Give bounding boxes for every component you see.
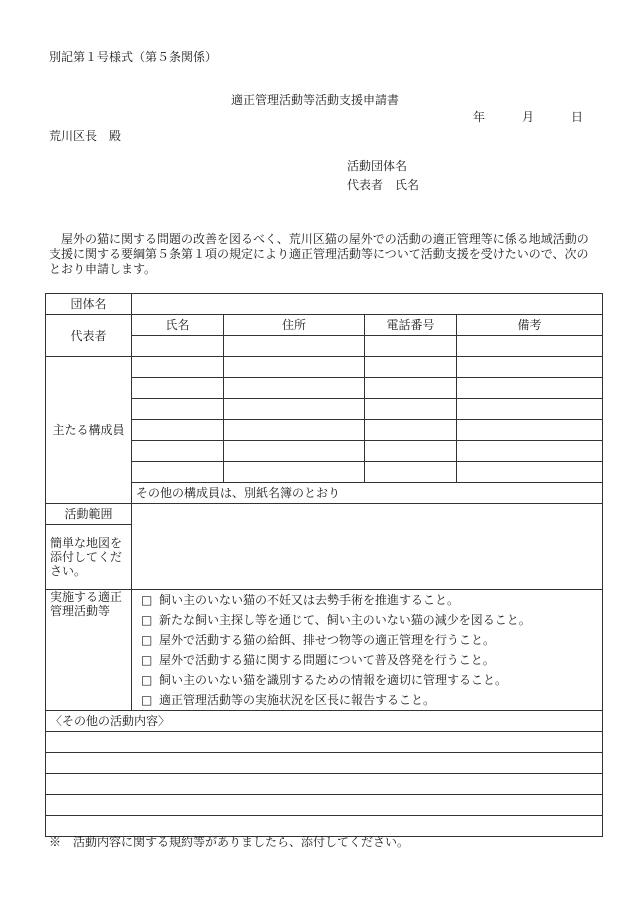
addressee: 荒川区長 殿 — [49, 129, 122, 143]
org-name-row — [46, 294, 603, 315]
other-activities-line — [46, 732, 603, 753]
member-remarks-input[interactable] — [457, 378, 603, 399]
member-row — [46, 357, 603, 378]
activity-option-label: 屋外で活動する猫に関する問題について普及啓発を行うこと。 — [159, 653, 495, 667]
activity-area-label: 活動範囲 — [46, 504, 132, 525]
intro-paragraph: 屋外の猫に関する問題の改善を図るべく、荒川区猫の屋外での活動の適正管理等に係る地域活動の支援に関する要綱第５条第１項の規定により適正管理活動等について活動支援を受けたいので、次のとおり申請します。 — [49, 232, 589, 276]
form-number-label: 別記第１号様式（第５条関係） — [49, 50, 218, 64]
member-address-input[interactable] — [224, 441, 365, 462]
other-activities-line — [46, 816, 603, 837]
other-activities-line — [46, 774, 603, 795]
member-address-input[interactable] — [224, 420, 365, 441]
member-name-input[interactable] — [132, 420, 224, 441]
member-remarks-input[interactable] — [457, 441, 603, 462]
member-address-input[interactable] — [224, 378, 365, 399]
activity-option-label: 新たな飼い主探し等を通じて、飼い主のいない猫の減少を図ること。 — [159, 613, 531, 627]
column-header-phone: 電話番号 — [365, 315, 457, 336]
activity-option-label: 屋外で活動する猫の給餌、排せつ物等の適正管理を行うこと。 — [159, 633, 496, 647]
member-phone-input[interactable] — [365, 357, 457, 378]
org-name-input[interactable] — [132, 294, 603, 315]
column-header-name: 氏名 — [132, 315, 224, 336]
other-members-note: その他の構成員は、別紙名簿のとおり — [132, 483, 603, 504]
activity-option-label: 飼い主のいない猫の不妊又は去勢手術を推進すること。 — [159, 593, 460, 607]
applicant-org-name-label: 活動団体名 — [347, 159, 408, 173]
member-phone-input[interactable] — [365, 441, 457, 462]
activity-option — [136, 650, 598, 670]
member-phone-input[interactable] — [365, 378, 457, 399]
activities-checklist — [132, 590, 603, 711]
member-remarks-input[interactable] — [457, 399, 603, 420]
applicant-representative-label: 代表者 氏名 — [347, 178, 420, 192]
checkbox-icon[interactable]: □ — [141, 653, 153, 667]
document-title: 適正管理活動等活動支援申請書 — [230, 93, 399, 107]
column-header-remarks: 備考 — [457, 315, 603, 336]
representative-address-input[interactable] — [224, 336, 365, 357]
member-address-input[interactable] — [224, 399, 365, 420]
application-table — [45, 293, 603, 837]
checkbox-icon[interactable]: □ — [141, 613, 153, 627]
activity-area-input[interactable] — [132, 504, 603, 590]
representative-header-row — [46, 315, 603, 336]
activity-option — [136, 590, 598, 610]
other-activities-input[interactable] — [46, 732, 603, 753]
other-activities-input[interactable] — [46, 795, 603, 816]
activities-label: 実施する適正管理活動等 — [46, 590, 132, 711]
member-remarks-input[interactable] — [457, 462, 603, 483]
member-remarks-input[interactable] — [457, 357, 603, 378]
member-address-input[interactable] — [224, 462, 365, 483]
member-name-input[interactable] — [132, 378, 224, 399]
activity-area-row — [46, 504, 603, 525]
member-name-input[interactable] — [132, 462, 224, 483]
activity-option — [136, 670, 598, 690]
other-activities-line — [46, 753, 603, 774]
activity-option — [136, 690, 598, 710]
representative-remarks-input[interactable] — [457, 336, 603, 357]
other-activities-header-row — [46, 711, 603, 732]
checkbox-icon[interactable]: □ — [141, 693, 153, 707]
map-attachment-note: 簡単な地図を添付してください。 — [46, 525, 132, 590]
member-phone-input[interactable] — [365, 399, 457, 420]
activity-option — [136, 610, 598, 630]
member-name-input[interactable] — [132, 399, 224, 420]
member-phone-input[interactable] — [365, 420, 457, 441]
activity-option — [136, 630, 598, 650]
checkbox-icon[interactable]: □ — [141, 593, 153, 607]
member-address-input[interactable] — [224, 357, 365, 378]
org-name-label: 団体名 — [46, 294, 132, 315]
member-phone-input[interactable] — [365, 462, 457, 483]
activity-option-label: 適正管理活動等の実施状況を区長に報告すること。 — [159, 693, 436, 707]
other-activities-input[interactable] — [46, 816, 603, 837]
representative-phone-input[interactable] — [365, 336, 457, 357]
other-activities-label: 〈その他の活動内容〉 — [46, 711, 603, 732]
member-name-input[interactable] — [132, 441, 224, 462]
member-name-input[interactable] — [132, 357, 224, 378]
column-header-address: 住所 — [224, 315, 365, 336]
other-activities-input[interactable] — [46, 753, 603, 774]
member-remarks-input[interactable] — [457, 420, 603, 441]
date-month-label: 月 — [522, 110, 535, 124]
checkbox-icon[interactable]: □ — [141, 673, 153, 687]
checkbox-icon[interactable]: □ — [141, 633, 153, 647]
footnote: ※ 活動内容に関する規約等がありましたら、添付してください。 — [49, 835, 410, 849]
other-activities-input[interactable] — [46, 774, 603, 795]
date-year-label: 年 — [473, 110, 486, 124]
other-activities-line — [46, 795, 603, 816]
date-day-label: 日 — [571, 110, 584, 124]
main-members-label: 主たる構成員 — [46, 357, 132, 504]
representative-label: 代表者 — [46, 315, 132, 357]
representative-name-input[interactable] — [132, 336, 224, 357]
activities-row — [46, 590, 603, 711]
activity-option-label: 飼い主のいない猫を識別するための情報を適切に管理すること。 — [159, 673, 508, 687]
